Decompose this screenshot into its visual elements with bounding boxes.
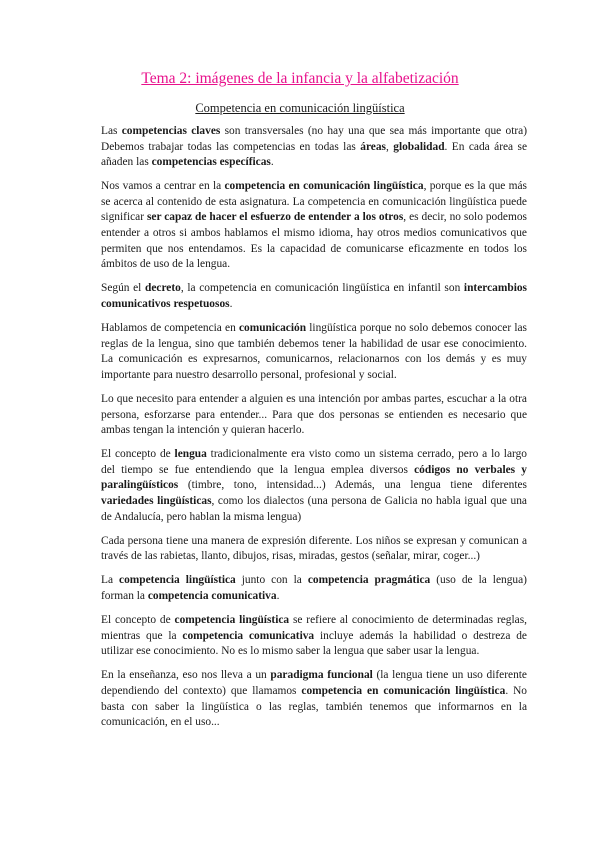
- text-run: Las: [101, 125, 122, 137]
- text-run: (uso de la lengua) forman la: [101, 574, 527, 602]
- text-run: se refiere al conocimiento de determinadas reglas, mientras que la: [101, 614, 527, 642]
- text-run: , es decir, no solo podemos entender a otros si ambos hablamos el mismo idioma, hay otros medios comunicativos que permiten que nos entendamos. Es la capacidad de comunicarse eficazmente en todos los ámbitos de uso de la lengua.: [101, 211, 527, 271]
- bold-text: globalidad: [393, 140, 445, 153]
- bold-text: paradigma funcional: [270, 669, 373, 682]
- text-run: lingüística porque no solo debemos conocer las reglas de la lengua, sino que también debemos tener la habilidad de usar ese conocimiento. La comunicación es expresarnos, comunicarnos, relacionarnos con los demás y es muy importante para nuestro desarrollo personal, profesional y social.: [101, 322, 527, 381]
- text-run: El concepto de: [101, 614, 175, 627]
- text-run: .: [270, 156, 274, 169]
- section-subtitle: Competencia en comunicación lingüística: [195, 101, 405, 115]
- bold-text: competencia lingüística: [174, 614, 290, 627]
- text-run: . En cada área se añaden las: [101, 140, 527, 169]
- text-run: (la lengua tiene un uso diferente dependiendo del contexto) que llamamos: [101, 669, 527, 697]
- paragraph: [101, 392, 527, 439]
- text-run: La: [101, 574, 120, 587]
- text-run: Nos vamos a centrar en la: [101, 180, 225, 193]
- text-run: , como los dialectos (una persona de Galicia no habla igual que una de Andalucía, pero hablan la misma lengua): [101, 494, 527, 523]
- bold-text: competencia comunicativa: [147, 589, 277, 602]
- text-run: En la enseñanza, eso nos lleva a un: [101, 669, 271, 682]
- bold-text: áreas: [360, 140, 386, 153]
- bold-text: intercambios comunicativos respetuosos: [101, 282, 527, 310]
- paragraph: [101, 534, 527, 565]
- text-run: tradicionalmente era visto como un sistema cerrado, pero a lo largo del tiempo se fue entendiendo que la lengua emplea diversos: [101, 448, 527, 476]
- text-run: . No basta con saber la lingüística o las reglas, también tenemos que informarnos en la comunicación, en el uso...: [101, 684, 527, 729]
- text-run: son transversales (no hay una que sea más importante que otra) Debemos trabajar todas las competencias en todas las: [101, 125, 527, 153]
- paragraph: [101, 124, 527, 171]
- bold-text: comunicación: [238, 322, 307, 335]
- paragraph: [101, 447, 527, 525]
- text-run: (timbre, tono, intensidad...) Además, una lengua tiene diferentes: [178, 479, 527, 492]
- paragraph: [101, 179, 527, 273]
- text-run: Cada persona tiene una manera de expresión diferente. Los niños se expresan y comunican a través de las rabietas, llanto, dibujos, risas, miradas, gestos (señalar, mirar, coger...): [101, 534, 527, 563]
- text-run: .: [276, 589, 280, 602]
- paragraph: [101, 613, 527, 660]
- text-run: .: [229, 297, 233, 310]
- text-run: junto con la: [235, 574, 308, 587]
- document-body: [101, 124, 527, 739]
- paragraph: [101, 573, 527, 604]
- bold-text: competencia lingüística: [119, 574, 236, 587]
- bold-text: variedades lingüísticas: [101, 494, 212, 507]
- paragraph: [101, 668, 527, 730]
- text-run: Hablamos de competencia en: [101, 322, 239, 335]
- bold-text: lengua: [174, 448, 207, 461]
- page-title: Tema 2: imágenes de la infancia y la alfabetización: [141, 70, 459, 87]
- text-run: incluye además la habilidad o destreza de utilizar ese conocimiento. No es lo mismo saber la lengua que saber usar la lengua.: [101, 629, 527, 658]
- bold-text: competencia en comunicación lingüística: [224, 180, 424, 193]
- bold-text: competencia comunicativa: [182, 629, 315, 642]
- bold-text: decreto: [145, 282, 181, 295]
- text-run: El concepto de: [101, 448, 175, 461]
- bold-text: códigos no verbales y paralingüísticos: [101, 463, 527, 492]
- bold-text: competencia pragmática: [307, 574, 431, 587]
- text-run: ,: [385, 140, 394, 153]
- text-run: Según el: [101, 282, 146, 295]
- text-run: Lo que necesito para entender a alguien es una intención por ambas partes, escuchar a la otra persona, esforzarse para entender... Para que dos personas se entienden es necesario que ambas tengan la intención y quieran hacerlo.: [101, 392, 527, 437]
- text-run: , la competencia en comunicación lingüística en infantil son: [180, 282, 464, 295]
- paragraph: [101, 321, 527, 383]
- bold-text: competencias específicas: [151, 156, 271, 169]
- text-run: , porque es la que más se acerca al contenido de esta asignatura. La competencia en comunicación lingüística puede significar: [101, 180, 527, 224]
- bold-text: ser capaz de hacer el esfuerzo de entender a los otros: [146, 211, 404, 224]
- paragraph: [101, 281, 527, 312]
- bold-text: competencias claves: [121, 125, 221, 137]
- bold-text: competencia en comunicación lingüística: [301, 684, 506, 697]
